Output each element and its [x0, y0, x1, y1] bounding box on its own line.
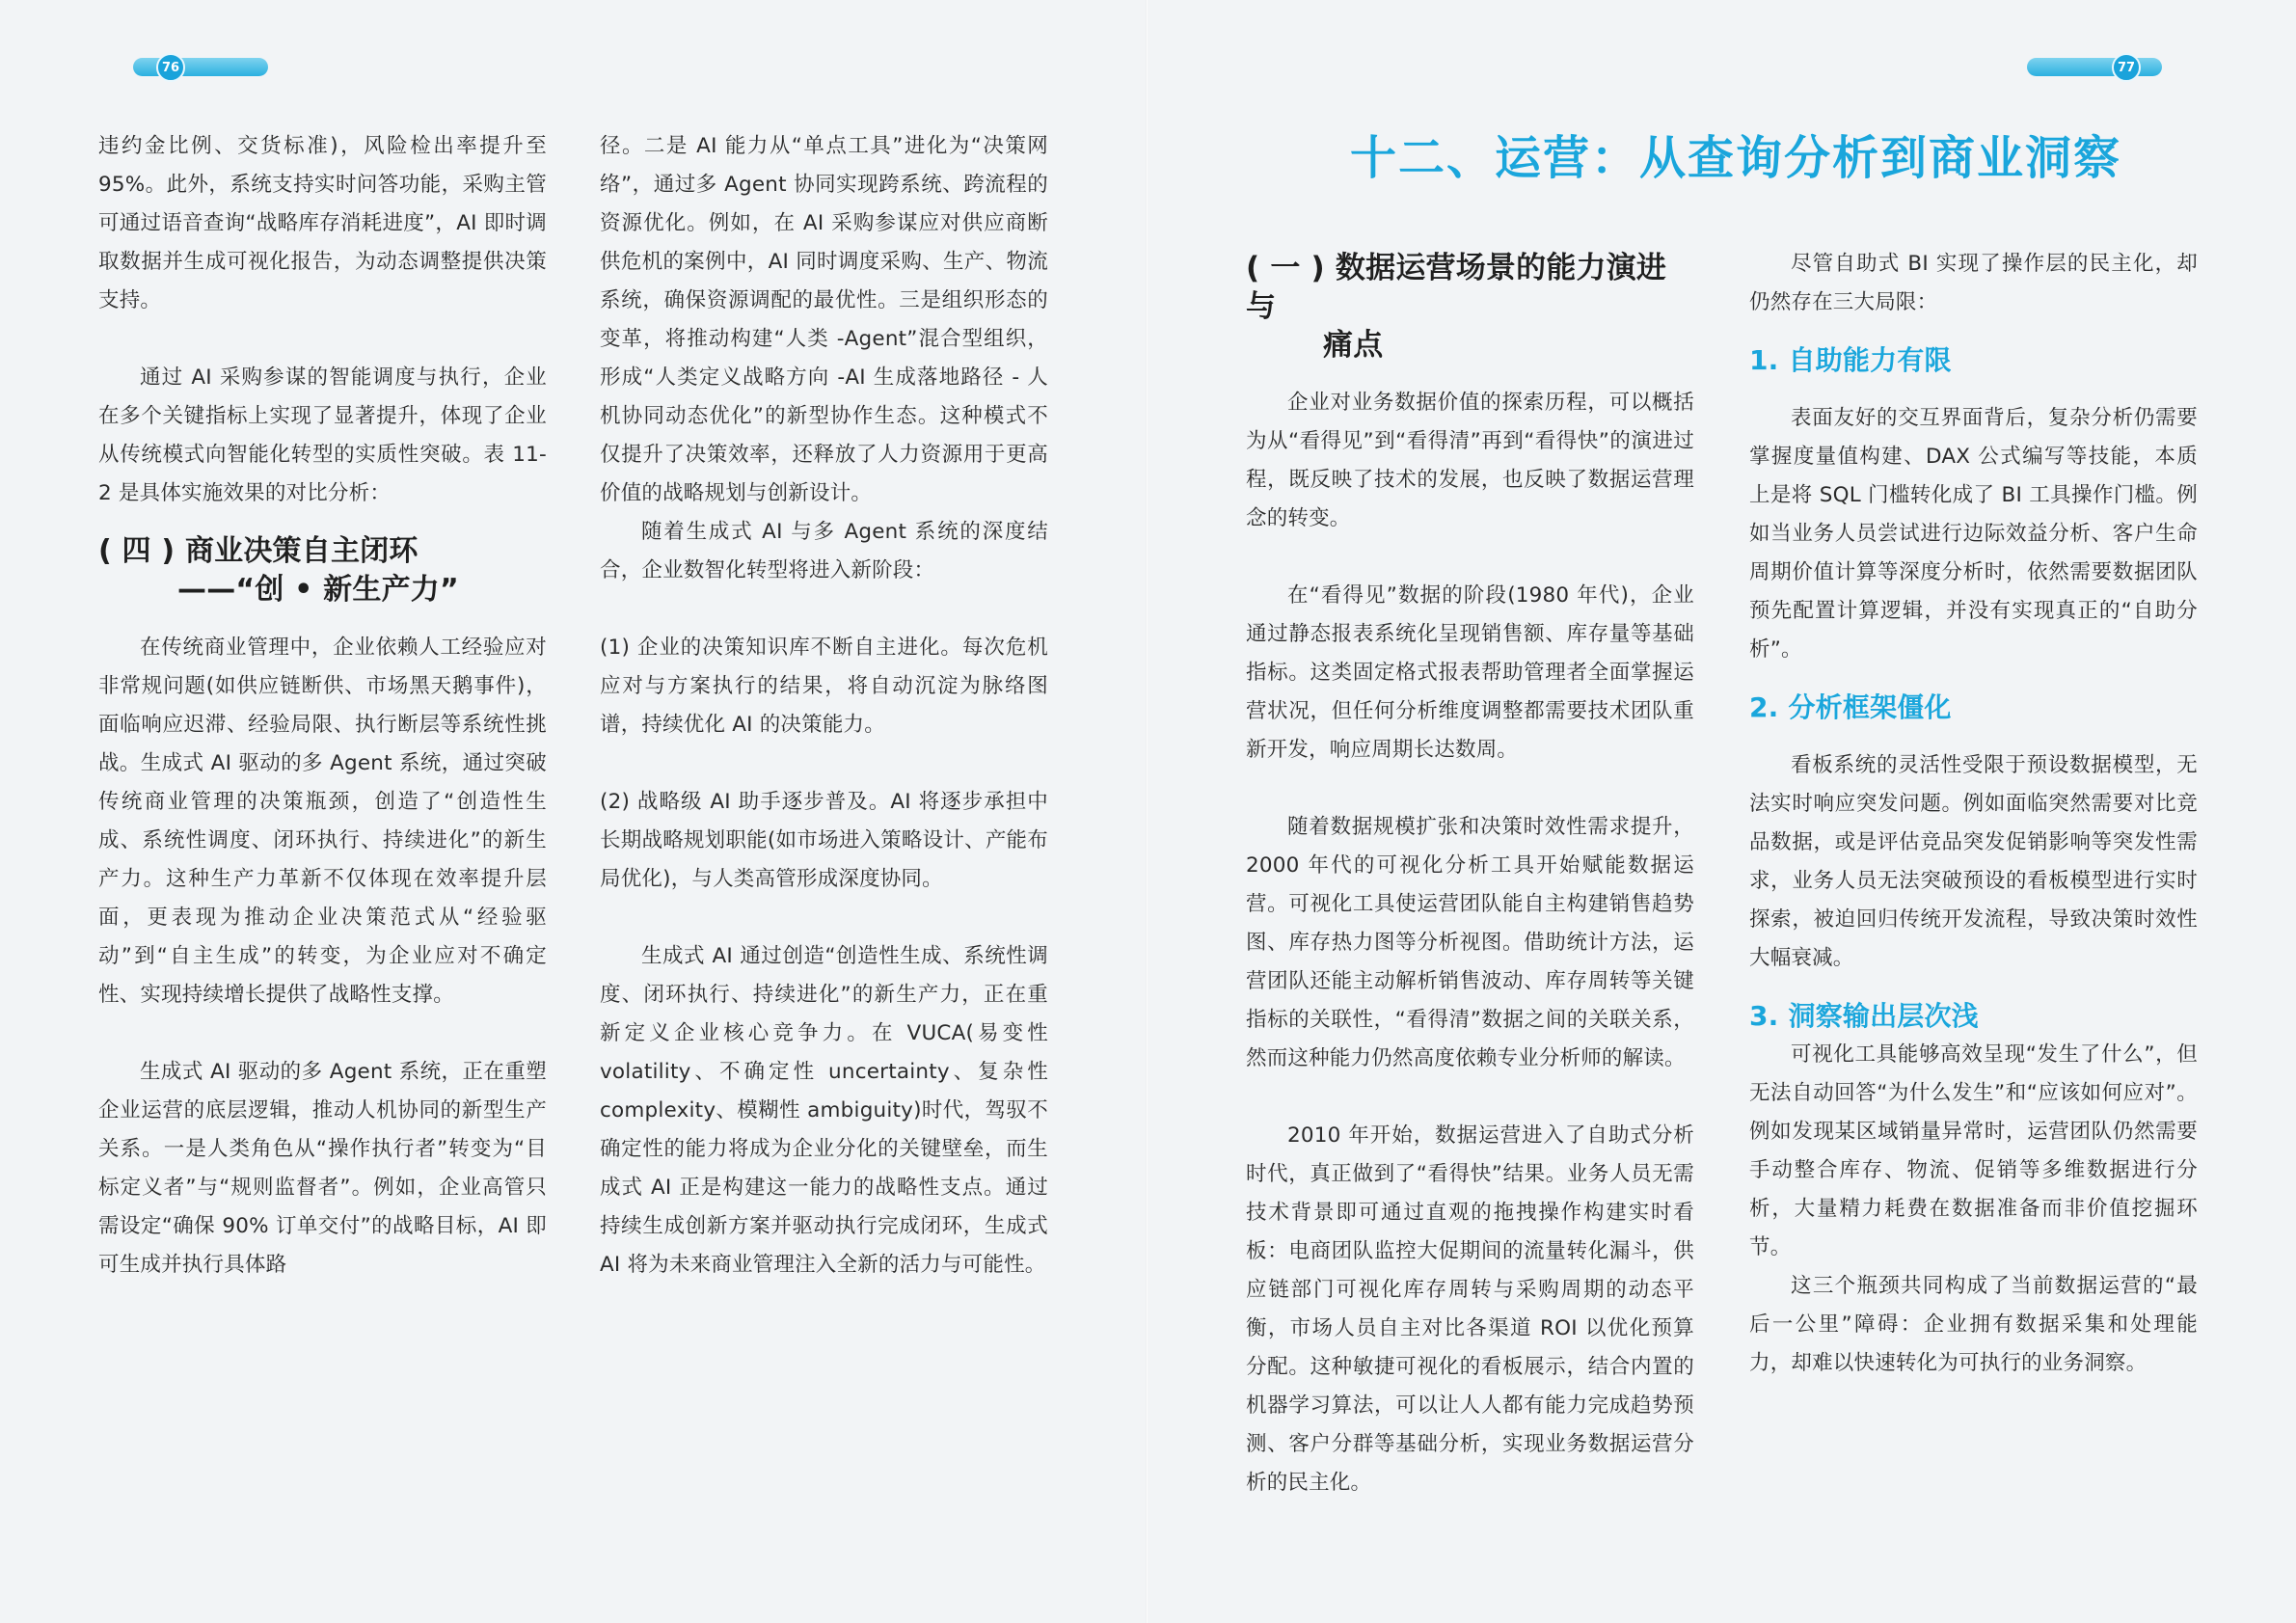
page-tab-decoration [2027, 58, 2162, 76]
chapter-title: 十二、运营：从查询分析到商业洞察 [1350, 131, 2122, 185]
numbered-heading: 3. 洞察输出层次浅 [1749, 1000, 1979, 1032]
paragraph: (2) 战略级 AI 助手逐步普及。AI 将逐步承担中长期战略规划职能(如市场进入策略设计、产能布局优化)，与人类高管形成深度协同。 [600, 790, 1048, 891]
paragraph: 生成式 AI 通过创造“创造性生成、系统性调度、闭环执行、持续进化”的新生产力，正在重新定义企业核心竞争力。在 VUCA(易变性 volatility、不确定性 uncertainty、复杂性 complexity、模糊性 ambiguity)时代，驾驭不确定性的能力将成为企业分化的关键壁垒，而生成式 AI 正是构建这一能力的战略性支点。通过持续生成创新方案并驱动执行完成闭环，生成式 AI 将为未来商业管理注入全新的活力与可能性。 [600, 944, 1048, 1277]
right-column-1 [1246, 249, 1694, 1502]
paragraph: 看板系统的灵活性受限于预设数据模型，无法实时响应突发问题。例如面临突然需要对比竞品数据，或是评估竞品突发促销影响等突发性需求，业务人员无法突破预设的看板模型进行实时探索，被迫回归传统开发流程，导致决策时效性大幅衰减。 [1749, 753, 2198, 970]
page-number-badge: 77 [2112, 53, 2141, 82]
paragraph: 尽管自助式 BI 实现了操作层的民主化，却仍然存在三大局限： [1749, 252, 2198, 314]
left-column-2 [600, 127, 1048, 1285]
right-column-2 [1749, 245, 2198, 1383]
paragraph: 可视化工具能够高效呈现“发生了什么”，但无法自动回答“为什么发生”和“应该如何应对”。例如发现某区域销量异常时，运营团队仍然需要手动整合库存、物流、促销等多维数据进行分析，大量精力耗费在数据准备而非价值挖掘环节。 [1749, 1042, 2198, 1259]
section-heading [98, 532, 547, 609]
paragraph: 这三个瓶颈共同构成了当前数据运营的“最后一公里”障碍：企业拥有数据采集和处理能力，却难以快速转化为可执行的业务洞察。 [1749, 1274, 2198, 1375]
section-heading-line2: 痛点 [1323, 328, 1384, 363]
left-column-1 [98, 127, 547, 1285]
page-tab-decoration [133, 58, 268, 76]
paragraph: 2010 年开始，数据运营进入了自助式分析时代，真正做到了“看得快”结果。业务人员无需技术背景即可通过直观的拖拽操作构建实时看板：电商团队监控大促期间的流量转化漏斗，供应链部门可视化库存周转与采购周期的动态平衡，市场人员自主对比各渠道 ROI 以优化预算分配。这种敏捷可视化的看板展示，结合内置的机器学习算法，可以让人人都有能力完成趋势预测、客户分群等基础分析，实现业务数据运营分析的民主化。 [1246, 1123, 1694, 1495]
paragraph: 径。二是 AI 能力从“单点工具”进化为“决策网络”，通过多 Agent 协同实现跨系统、跨流程的资源优化。例如，在 AI 采购参谋应对供应商断供危机的案例中，AI 同时调度采购、生产、物流系统，确保资源调配的最优性。三是组织形态的变革，将推动构建“人类 -Agent”混合型组织，形成“人类定义战略方向 -AI 生成落地路径 - 人机协同动态优化”的新型协作生态。这种模式不仅提升了决策效率，还释放了人力资源用于更高价值的战略规划与创新设计。 [600, 134, 1048, 505]
section-heading-line1: ( 四 ) 商业决策自主闭环 [98, 534, 419, 568]
paragraph: 生成式 AI 驱动的多 Agent 系统，正在重塑企业运营的底层逻辑，推动人机协同的新型生产关系。一是人类角色从“操作执行者”转变为“目标定义者”与“规则监督者”。例如，企业高管只需设定“确保 90% 订单交付”的战略目标，AI 即可生成并执行具体路 [98, 1060, 547, 1277]
paragraph: 通过 AI 采购参谋的智能调度与执行，企业在多个关键指标上实现了显著提升，体现了企业从传统模式向智能化转型的实质性突破。表 11-2 是具体实施效果的对比分析： [98, 365, 547, 505]
numbered-heading: 1. 自助能力有限 [1749, 344, 1952, 376]
paragraph: (1) 企业的决策知识库不断自主进化。每次危机应对与方案执行的结果，将自动沉淀为脉络图谱，持续优化 AI 的决策能力。 [600, 636, 1048, 737]
section-heading-line1: ( 一 ) 数据运营场景的能力演进与 [1246, 251, 1667, 324]
paragraph: 违约金比例、交货标准)，风险检出率提升至95%。此外，系统支持实时问答功能，采购主管可通过语音查询“战略库存消耗进度”，AI 即时调取数据并生成可视化报告，为动态调整提供决策支持。 [98, 134, 547, 312]
section-heading [1246, 249, 1694, 365]
paragraph: 在“看得见”数据的阶段(1980 年代)，企业通过静态报表系统化呈现销售额、库存量等基础指标。这类固定格式报表帮助管理者全面掌握运营状况，但任何分析维度调整都需要技术团队重新开发，响应周期长达数周。 [1246, 583, 1694, 762]
paragraph: 企业对业务数据价值的探索历程，可以概括为从“看得见”到“看得清”再到“看得快”的演进过程，既反映了技术的发展，也反映了数据运营理念的转变。 [1246, 391, 1694, 530]
numbered-heading: 2. 分析框架僵化 [1749, 691, 1952, 723]
paragraph: 随着生成式 AI 与多 Agent 系统的深度结合，企业数智化转型将进入新阶段： [600, 520, 1048, 582]
section-heading-line2: ——“创 • 新生产力” [177, 573, 459, 607]
paragraph: 在传统商业管理中，企业依赖人工经验应对非常规问题(如供应链断供、市场黑天鹅事件)，面临响应迟滞、经验局限、执行断层等系统性挑战。生成式 AI 驱动的多 Agent 系统，通过突破传统商业管理的决策瓶颈，创造了“创造性生成、系统性调度、闭环执行、持续进化”的新生产力。这种生产力革新不仅体现在效率提升层面，更表现为推动企业决策范式从“经验驱动”到“自主生成”的转变，为企业应对不确定性、实现持续增长提供了战略性支撑。 [98, 636, 547, 1007]
paragraph: 随着数据规模扩张和决策时效性需求提升，2000 年代的可视化分析工具开始赋能数据运营。可视化工具使运营团队能自主构建销售趋势图、库存热力图等分析视图。借助统计方法，运营团队还能主动解析销售波动、库存周转等关键指标的关联性，“看得清”数据之间的关联关系，然而这种能力仍然高度依赖专业分析师的解读。 [1246, 815, 1694, 1070]
page-number-badge: 76 [156, 53, 185, 82]
paragraph: 表面友好的交互界面背后，复杂分析仍需要掌握度量值构建、DAX 公式编写等技能，本质上是将 SQL 门槛转化成了 BI 工具操作门槛。例如当业务人员尝试进行边际效益分析、客户生命周期价值计算等深度分析时，依然需要数据团队预先配置计算逻辑，并没有实现真正的“自助分析”。 [1749, 406, 2198, 662]
